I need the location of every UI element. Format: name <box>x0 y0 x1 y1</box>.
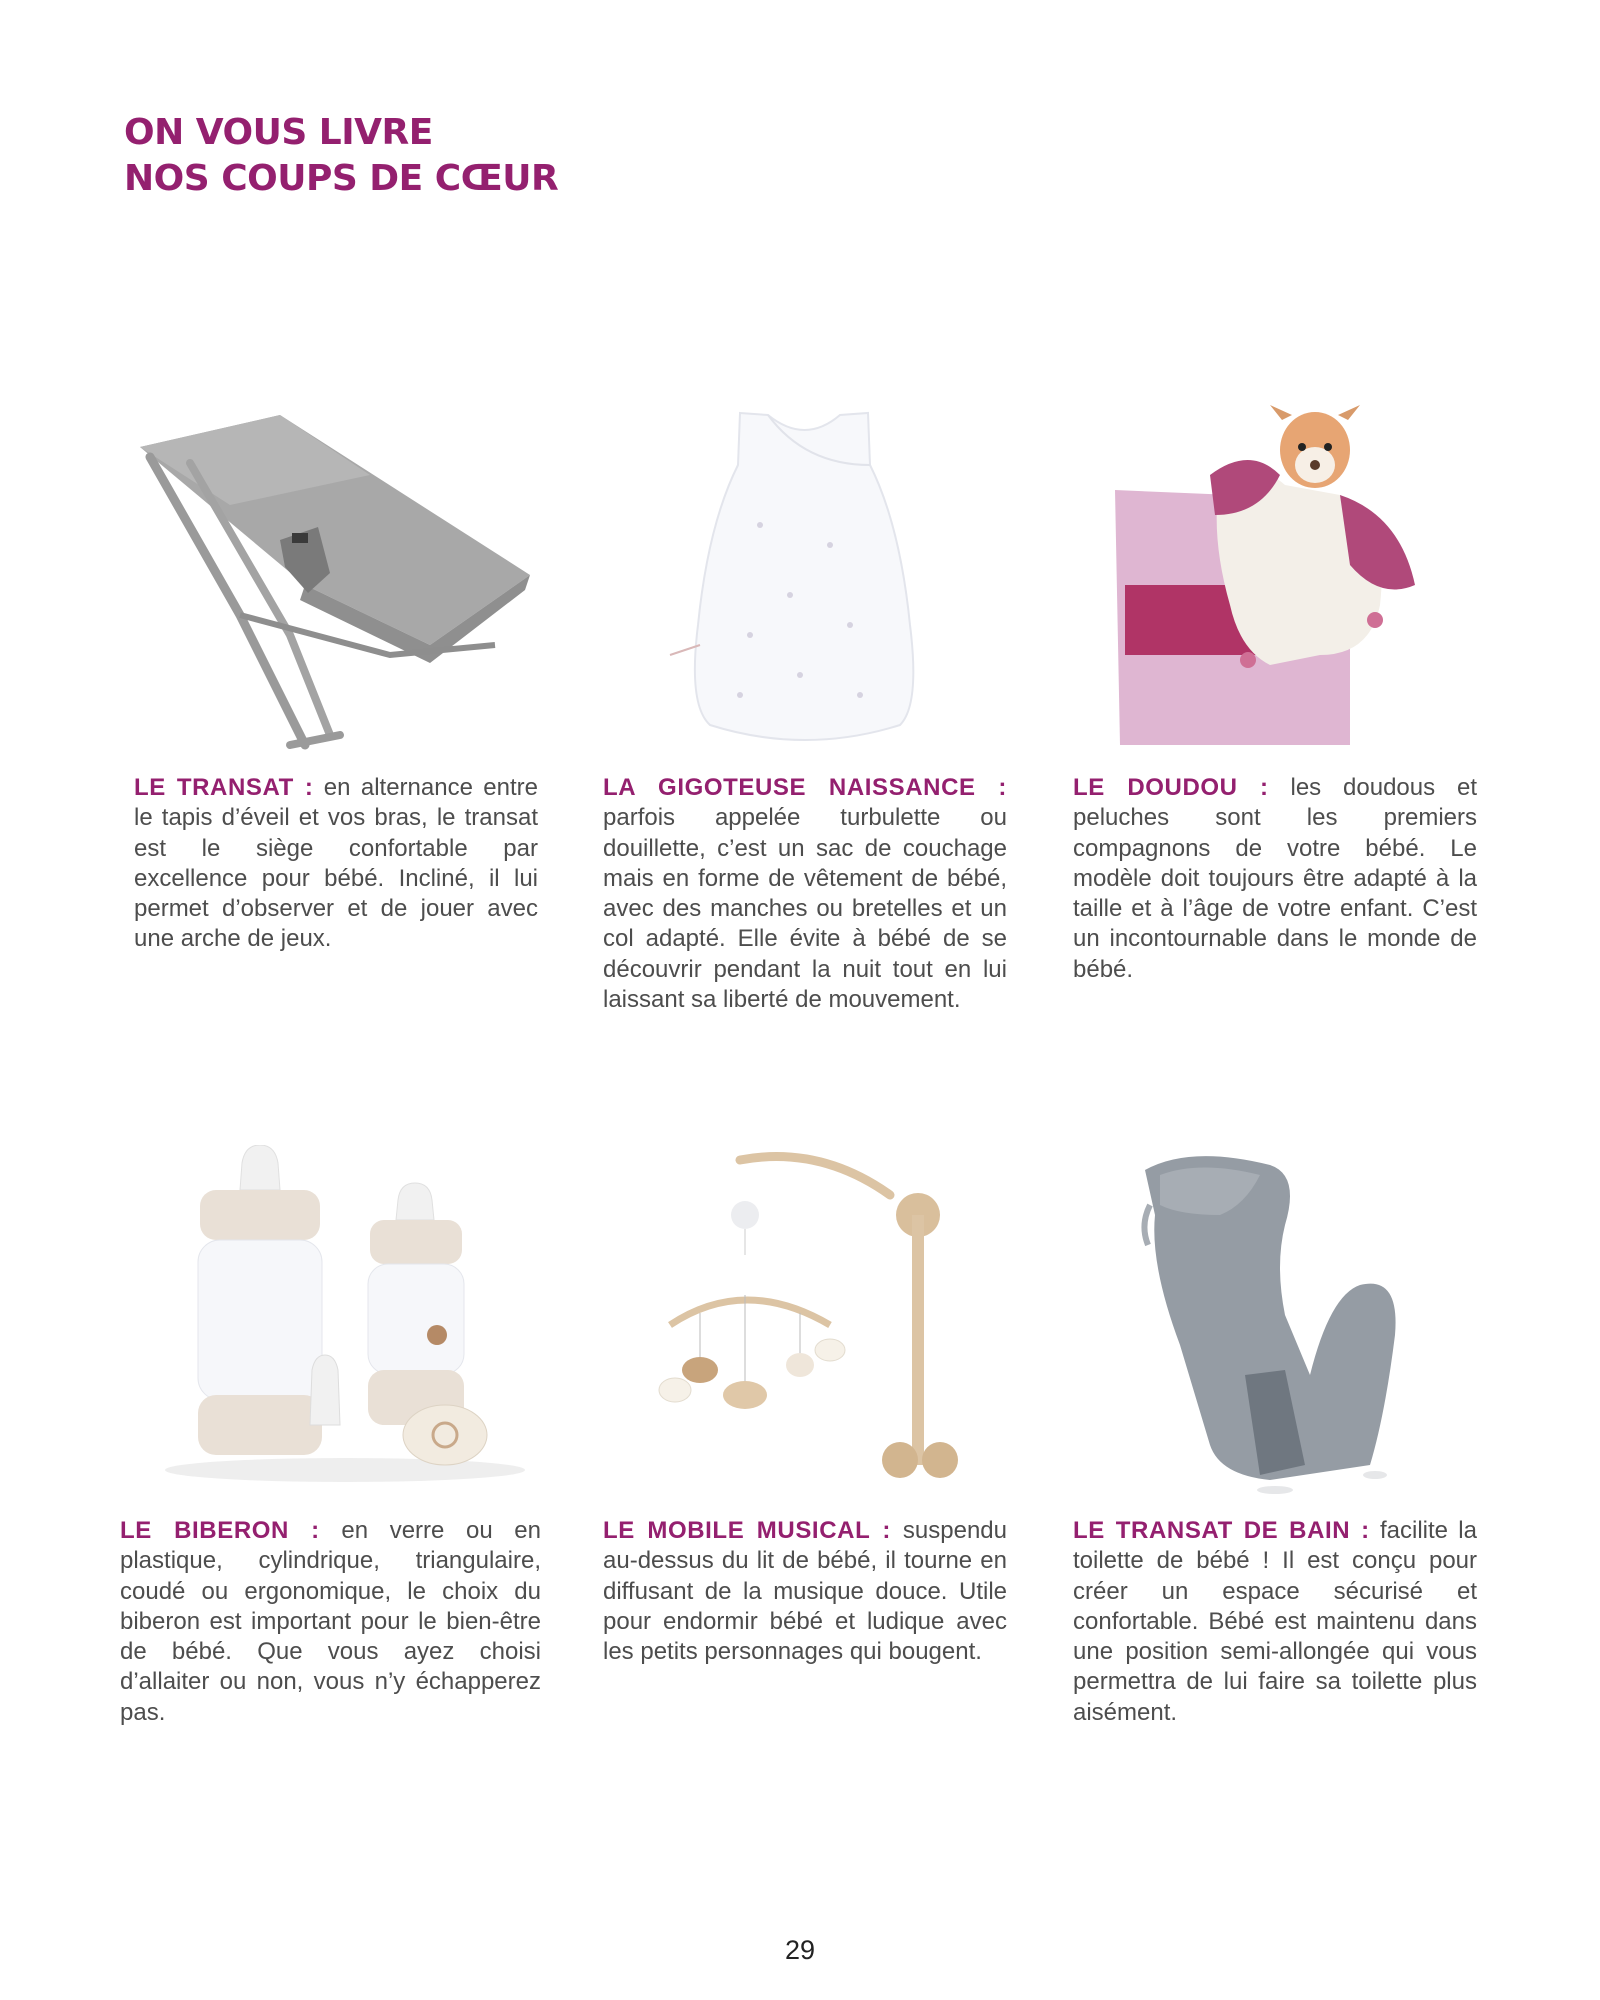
baby-bouncer-illustration <box>130 405 540 755</box>
page-title-line-2: NOS COUPS DE CŒUR <box>124 158 559 199</box>
transat-label: LE TRANSAT : <box>134 774 314 801</box>
page-number: 29 <box>784 1935 816 1965</box>
biberon-description <box>120 1516 541 1728</box>
page-title-line-1: ON VOUS LIVRE <box>124 112 433 153</box>
doudou-image <box>1070 405 1480 755</box>
sleeping-bag-illustration <box>600 405 1010 755</box>
mobile-description <box>603 1516 1007 1667</box>
gigoteuse-label: LA GIGOTEUSE NAISSANCE : <box>603 774 1007 801</box>
doudou-label: LE DOUDOU : <box>1073 774 1269 801</box>
transat-description <box>134 773 538 955</box>
musical-mobile-illustration <box>600 1145 1010 1495</box>
gigoteuse-description <box>603 773 1007 1015</box>
doudou-description <box>1073 773 1477 985</box>
transat-text: en alternance entre le tapis d’éveil et vos bras, le transat est le siège confortable par excellence pour bébé. Incliné, il lui permet d’observer et de jouer avec une arche de jeux. <box>134 774 538 953</box>
gigoteuse-image <box>600 405 1010 755</box>
baby-bottles-illustration <box>140 1145 550 1495</box>
bain-text: facilite la toilette de bébé ! Il est conçu pour créer un espace sécurisé et confortable. Bébé est maintenu dans une position semi-allongée qui vous permettra de lui faire sa toilette plus aisément. <box>1073 1517 1477 1726</box>
bain-label: LE TRANSAT DE BAIN : <box>1073 1517 1370 1544</box>
bain-description <box>1073 1516 1477 1728</box>
mobile-label: LE MOBILE MUSICAL : <box>603 1517 891 1544</box>
plush-comforter-illustration <box>1070 405 1480 755</box>
mobile-text: suspendu au-dessus du lit de bébé, il tourne en diffusant de la musique douce. Utile pour endormir bébé et ludique avec les petits personnages qui bougent. <box>603 1517 1007 1666</box>
bain-image <box>1070 1145 1480 1495</box>
gigoteuse-text: parfois appelée turbulette ou douillette, c’est un sac de couchage mais en forme de vêtement de bébé, avec des manches ou bretelles et un col adapté. Elle évite à bébé de se découvrir pendant la nuit tout en lui laissant sa liberté de mouvement. <box>603 804 1007 1014</box>
biberon-image <box>140 1145 550 1495</box>
page-title <box>124 110 558 202</box>
doudou-text: les doudous et peluches sont les premiers compagnons de votre bébé. Le modèle doit toujours être adapté à la taille et à l’âge de votre enfant. C’est un incontournable dans le monde de bébé. <box>1073 774 1477 983</box>
transat-image <box>130 405 540 755</box>
biberon-label: LE BIBERON : <box>120 1517 320 1544</box>
biberon-text: en verre ou en plastique, cylindrique, triangulaire, coudé ou ergonomique, le choix du biberon est important pour le bien-être de bébé. Que vous ayez choisi d’allaiter ou non, vous n’y échapperez pas. <box>120 1517 541 1726</box>
bath-seat-illustration <box>1070 1145 1480 1495</box>
mobile-image <box>600 1145 1010 1495</box>
